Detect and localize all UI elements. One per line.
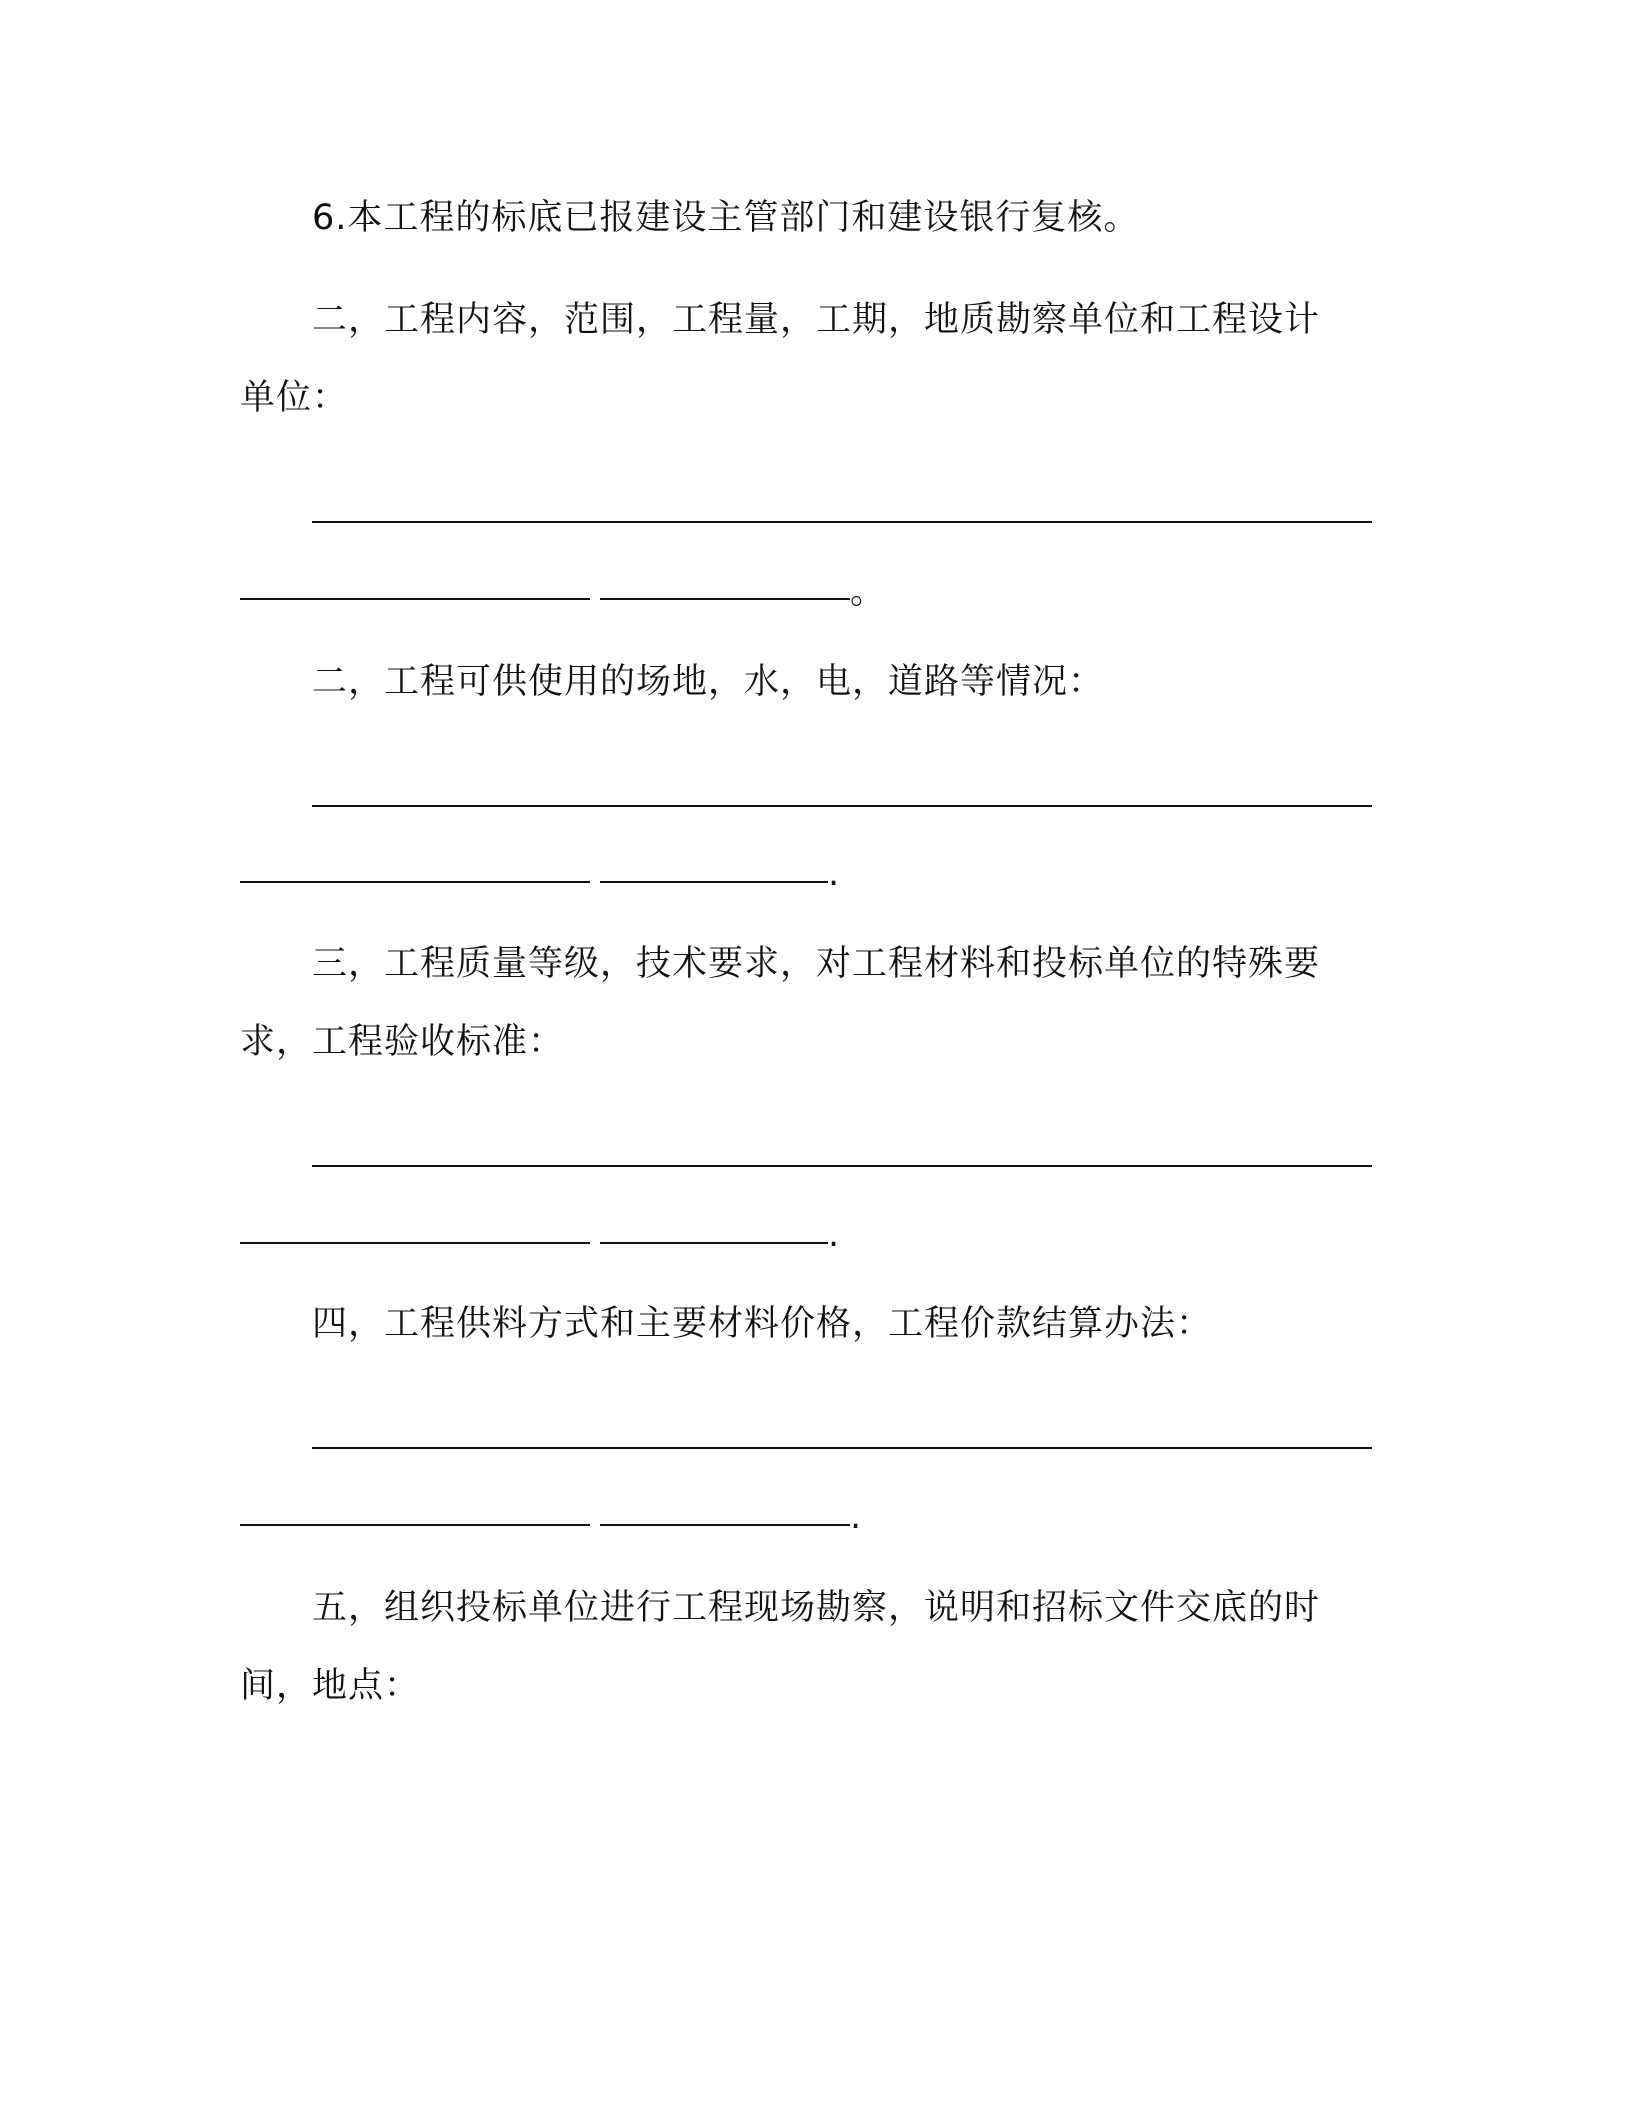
fill-blank-line [312, 521, 1372, 523]
section-5-heading-line2: 间，地点： [240, 1666, 421, 1706]
section-4-heading: 四，工程供料方式和主要材料价格，工程价款结算办法： [312, 1304, 1213, 1344]
fill-blank-line [240, 598, 590, 600]
fill-blank-line [600, 1524, 850, 1526]
fill-blank-line [312, 1165, 1372, 1167]
blank-end-punctuation: . [850, 1497, 862, 1537]
fill-blank-line [240, 881, 590, 883]
fill-blank-line [600, 1242, 828, 1244]
fill-blank-line [240, 1242, 590, 1244]
fill-blank-line [312, 1447, 1372, 1449]
blank-end-punctuation: 。 [850, 572, 886, 612]
section-3-heading-line1: 三，工程质量等级，技术要求，对工程材料和投标单位的特殊要 [312, 944, 1321, 984]
section-3-heading-line2: 求，工程验收标准： [240, 1022, 565, 1062]
fill-blank-line [600, 881, 828, 883]
section-2a-heading-line1: 二，工程内容，范围，工程量，工期，地质勘察单位和工程设计 [312, 300, 1321, 340]
fill-blank-line [240, 1524, 590, 1526]
blank-end-punctuation: . [828, 1215, 840, 1255]
section-2a-heading-line2: 单位： [240, 378, 349, 418]
section-5-heading-line1: 五，组织投标单位进行工程现场勘察，说明和招标文件交底的时 [312, 1588, 1321, 1628]
fill-blank-line [312, 805, 1372, 807]
blank-end-punctuation: . [828, 854, 840, 894]
fill-blank-line [600, 598, 850, 600]
section-2b-heading: 二，工程可供使用的场地，水，电，道路等情况： [312, 662, 1105, 702]
paragraph-item-6: 6.本工程的标底已报建设主管部门和建设银行复核。 [312, 198, 1140, 238]
